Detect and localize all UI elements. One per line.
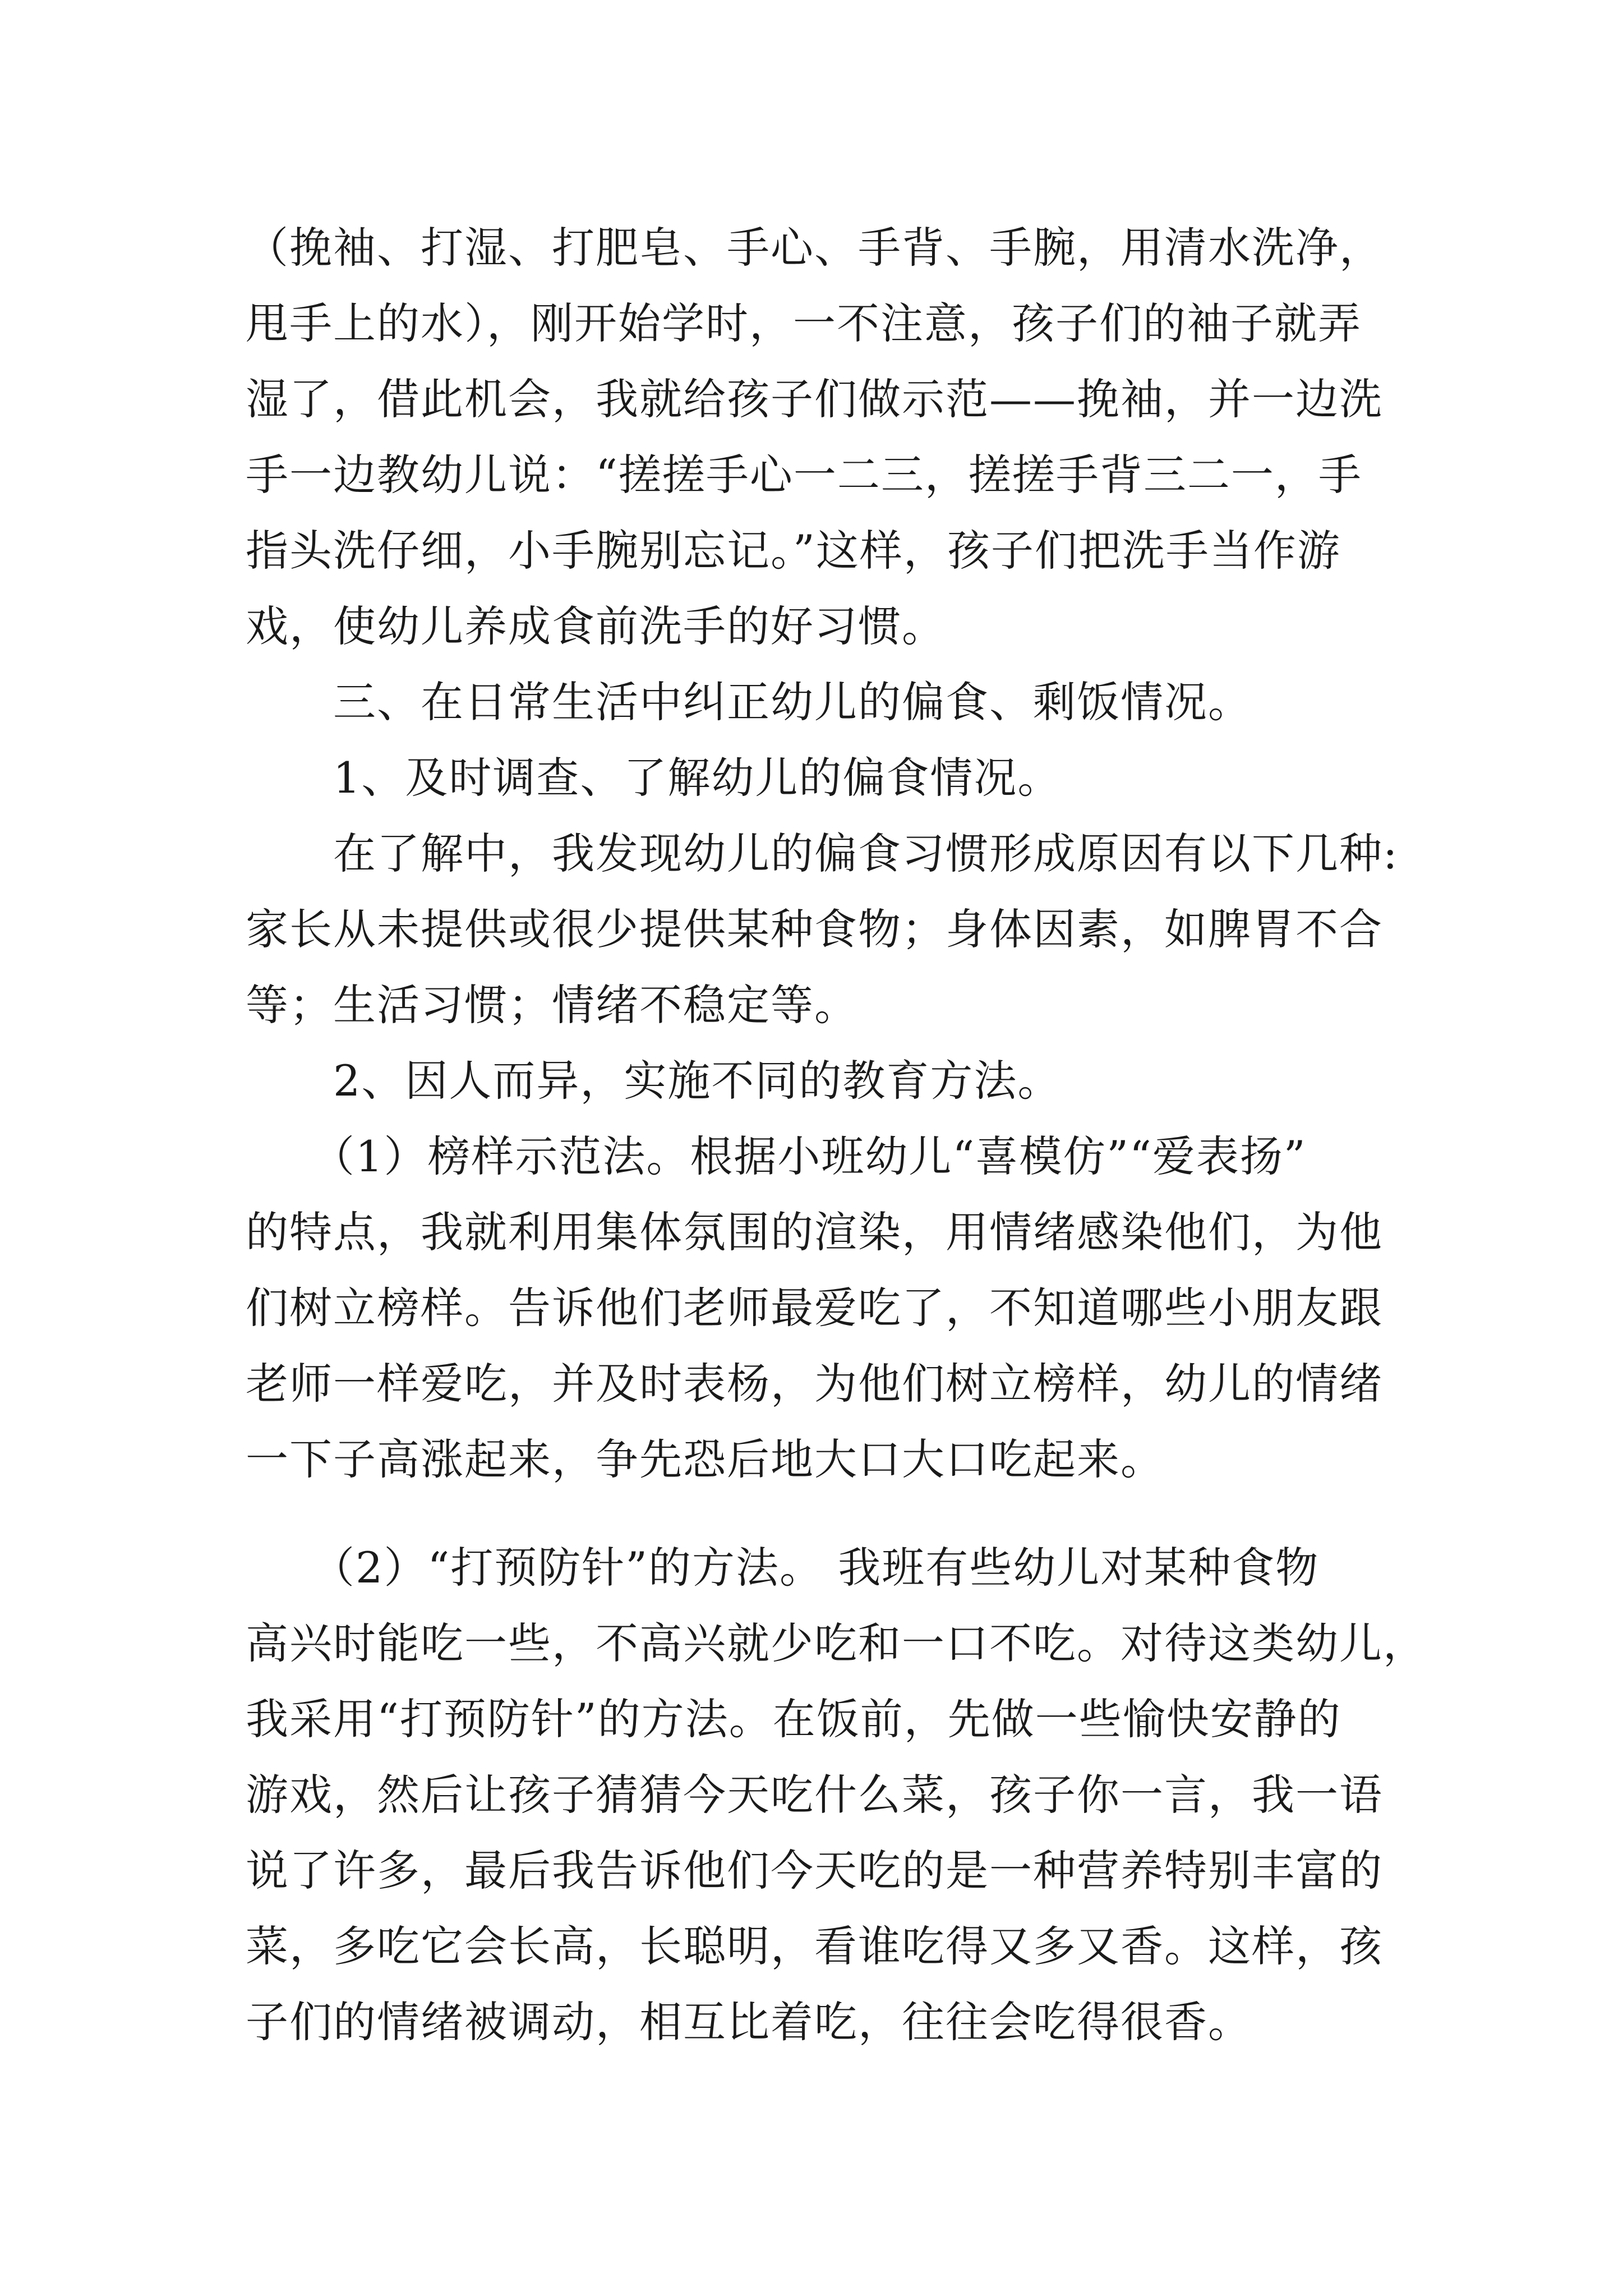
text-line: 戏，使幼儿养成食前洗手的好习惯。 xyxy=(246,601,946,651)
text-line: 子们的情绪被调动，相互比着吃，往往会吃得很香。 xyxy=(246,1997,1252,2047)
text-line: 一下子高涨起来，争先恐后地大口大口吃起来。 xyxy=(246,1434,1164,1484)
text-line: 菜，多吃它会长高，长聪明，看谁吃得又多又香。这样，孩 xyxy=(246,1921,1383,1971)
text-line: 湿了，借此机会，我就给孩子们做示范——挽袖，并一边洗 xyxy=(246,374,1383,424)
text-line: 指头洗仔细，小手腕别忘记。”这样，孩子们把洗手当作游 xyxy=(246,526,1341,576)
text-line: 我采用“打预防针”的方法。在饭前，先做一些愉快安静的 xyxy=(246,1694,1341,1744)
document-body xyxy=(246,210,1427,2060)
text-line: 老师一样爱吃，并及时表杨，为他们树立榜样，幼儿的情绪 xyxy=(246,1359,1383,1409)
text-line: （1）榜样示范法。根据小班幼儿“喜模仿”“爱表扬” xyxy=(246,1131,1307,1181)
subsection-heading: 2、因人而异，实施不同的教育方法。 xyxy=(246,1056,1062,1106)
text-line: （2）“打预防针”的方法。 我班有些幼儿对某种食物 xyxy=(246,1543,1320,1593)
text-line: 说了许多，最后我告诉他们今天吃的是一种营养特别丰富的 xyxy=(246,1846,1383,1895)
paragraph-gap xyxy=(246,1497,1390,1530)
text-line: 家长从未提供或很少提供某种食物；身体因素，如脾胃不合 xyxy=(246,904,1383,954)
text-line: （挽袖、打湿、打肥皂、手心、手背、手腕，用清水洗净， xyxy=(246,223,1383,273)
text-line: 游戏，然后让孩子猜猜今天吃什么菜，孩子你一言，我一语 xyxy=(246,1770,1383,1820)
text-line: 的特点，我就利用集体氛围的渲染，用情绪感染他们，为他 xyxy=(246,1207,1383,1257)
text-line: 甩手上的水），刚开始学时，一不注意，孩子们的袖子就弄 xyxy=(246,298,1362,348)
subsection-heading: 1、及时调查、了解幼儿的偏食情况。 xyxy=(246,753,1062,803)
section-heading: 三、在日常生活中纠正幼儿的偏食、剩饭情况。 xyxy=(246,677,1252,727)
text-line: 高兴时能吃一些，不高兴就少吃和一口不吃。对待这类幼儿， xyxy=(246,1618,1427,1668)
text-line: 手一边教幼儿说：“搓搓手心一二三，搓搓手背三二一，手 xyxy=(246,450,1362,500)
text-line: 们树立榜样。告诉他们老师最爱吃了，不知道哪些小朋友跟 xyxy=(246,1283,1383,1333)
text-line: 等；生活习惯；情绪不稳定等。 xyxy=(246,980,858,1030)
text-line: 在了解中，我发现幼儿的偏食习惯形成原因有以下几种: xyxy=(246,829,1399,878)
